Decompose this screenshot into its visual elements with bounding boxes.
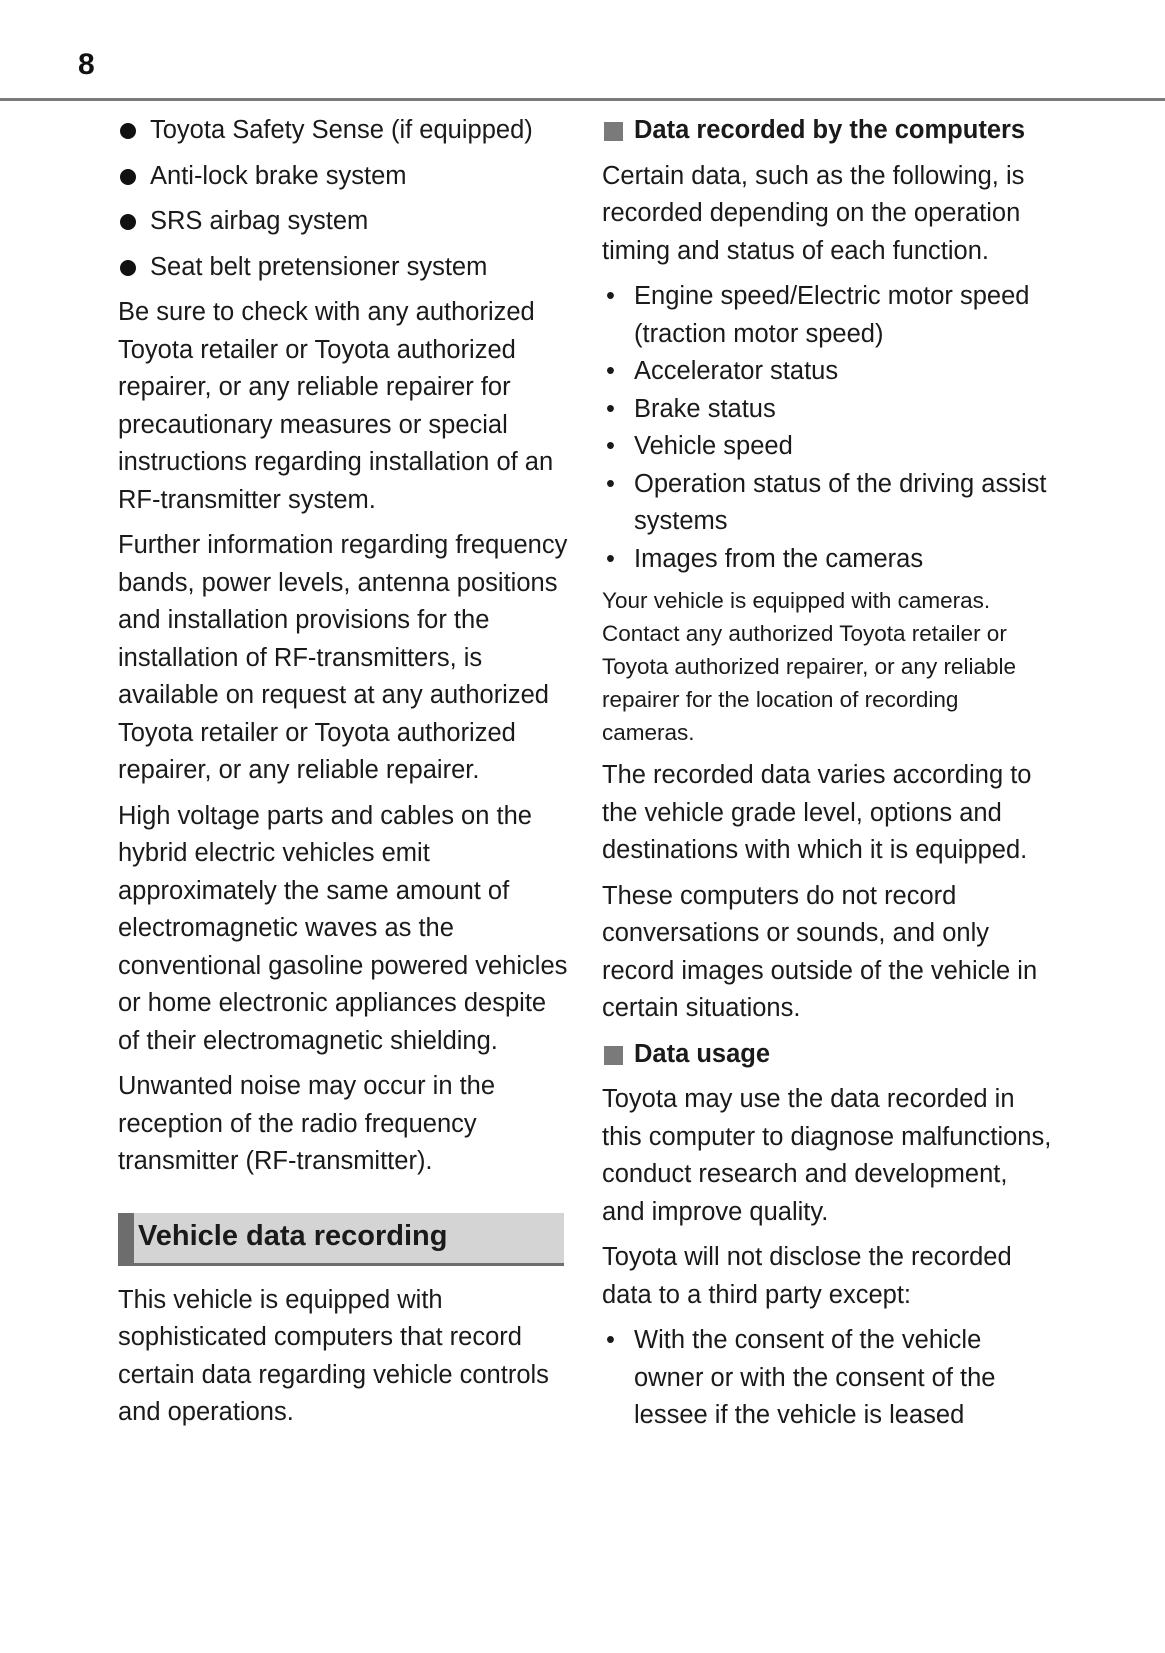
bullet-icon: • — [606, 282, 615, 310]
bullet-icon: • — [606, 469, 615, 498]
subheading-data-usage: Data usage — [602, 1036, 1052, 1074]
list-item: • With the consent of the vehicle owner or with the consent of the lessee if the vehicle is leased — [602, 1322, 1052, 1435]
bullet-dot-icon — [120, 123, 136, 139]
list-item: • Operation status of the driving assist systems — [602, 466, 1052, 541]
bullet-icon: • — [606, 432, 615, 460]
list-item: • Engine speed/Electric motor speed (traction motor speed) — [602, 278, 1052, 353]
list-item: SRS airbag system — [118, 203, 568, 241]
camera-note: Your vehicle is equipped with cameras. Contact any authorized Toyota retailer or Toyota authorized repairer, or any reliable repairer for the location of recording cameras. — [602, 588, 1016, 745]
paragraph: High voltage parts and cables on the hybrid electric vehicles emit approximately the same amount of electromagnetic waves as the conventional gasoline powered vehicles or home electronic appliances despite of their electromagnetic shielding. — [118, 801, 568, 1055]
bullet-dot-icon — [120, 260, 136, 276]
list-item: Anti-lock brake system — [118, 158, 568, 196]
bullet-icon: • — [606, 357, 615, 385]
paragraph: Toyota may use the data recorded in this computer to diagnose malfunctions, conduct research and development, and improve quality. — [602, 1085, 1052, 1226]
list-item: Seat belt pretensioner system — [118, 249, 568, 287]
disclosure-exceptions-list — [602, 1322, 1052, 1435]
recorded-data-list — [602, 278, 1052, 578]
bullet-icon: • — [606, 544, 615, 573]
square-marker-icon — [604, 122, 623, 141]
section-heading: Vehicle data recording — [118, 1213, 564, 1266]
bullet-dot-icon — [120, 214, 136, 230]
list-item: • Brake status — [602, 391, 1052, 429]
left-column — [118, 112, 568, 1440]
system-list — [118, 112, 568, 286]
paragraph: These computers do not record conversations or sounds, and only record images outside of the vehicle in certain situations. — [602, 881, 1038, 1022]
paragraph: Certain data, such as the following, is recorded depending on the operation timing and status of each function. — [602, 161, 1025, 265]
paragraph: Toyota will not disclose the recorded data to a third party except: — [602, 1243, 1012, 1309]
header-rule — [0, 98, 1165, 101]
paragraph: Be sure to check with any authorized Toyota retailer or Toyota authorized repairer, or any reliable repairer for precautionary measures or special instructions regarding installation of an RF-transmitter system. — [118, 298, 554, 514]
list-item: • Vehicle speed — [602, 428, 1052, 466]
right-column — [602, 112, 1052, 1441]
paragraph: The recorded data varies according to the vehicle grade level, options and destinations with which it is equipped. — [602, 761, 1032, 864]
square-marker-icon — [604, 1046, 623, 1065]
bullet-icon: • — [606, 1326, 615, 1354]
bullet-icon: • — [606, 394, 615, 423]
list-item: Toyota Safety Sense (if equipped) — [118, 112, 568, 150]
page-number: 8 — [78, 48, 95, 81]
paragraph: Unwanted noise may occur in the reception of the radio frequency transmitter (RF-transmitter). — [118, 1072, 496, 1175]
paragraph: Further information regarding frequency bands, power levels, antenna positions and installation provisions for the installation of RF-transmitters, is available on request at any authorized Toyota retailer or Toyota authorized repairer, or any reliable repairer. — [118, 531, 568, 784]
section-body: This vehicle is equipped with sophisticated computers that record certain data regarding vehicle controls and operations. — [118, 1285, 549, 1426]
list-item: • Accelerator status — [602, 353, 1052, 391]
subheading-data-recorded: Data recorded by the computers — [602, 112, 1052, 150]
list-item: • Images from the cameras — [602, 541, 1052, 579]
bullet-dot-icon — [120, 169, 136, 185]
